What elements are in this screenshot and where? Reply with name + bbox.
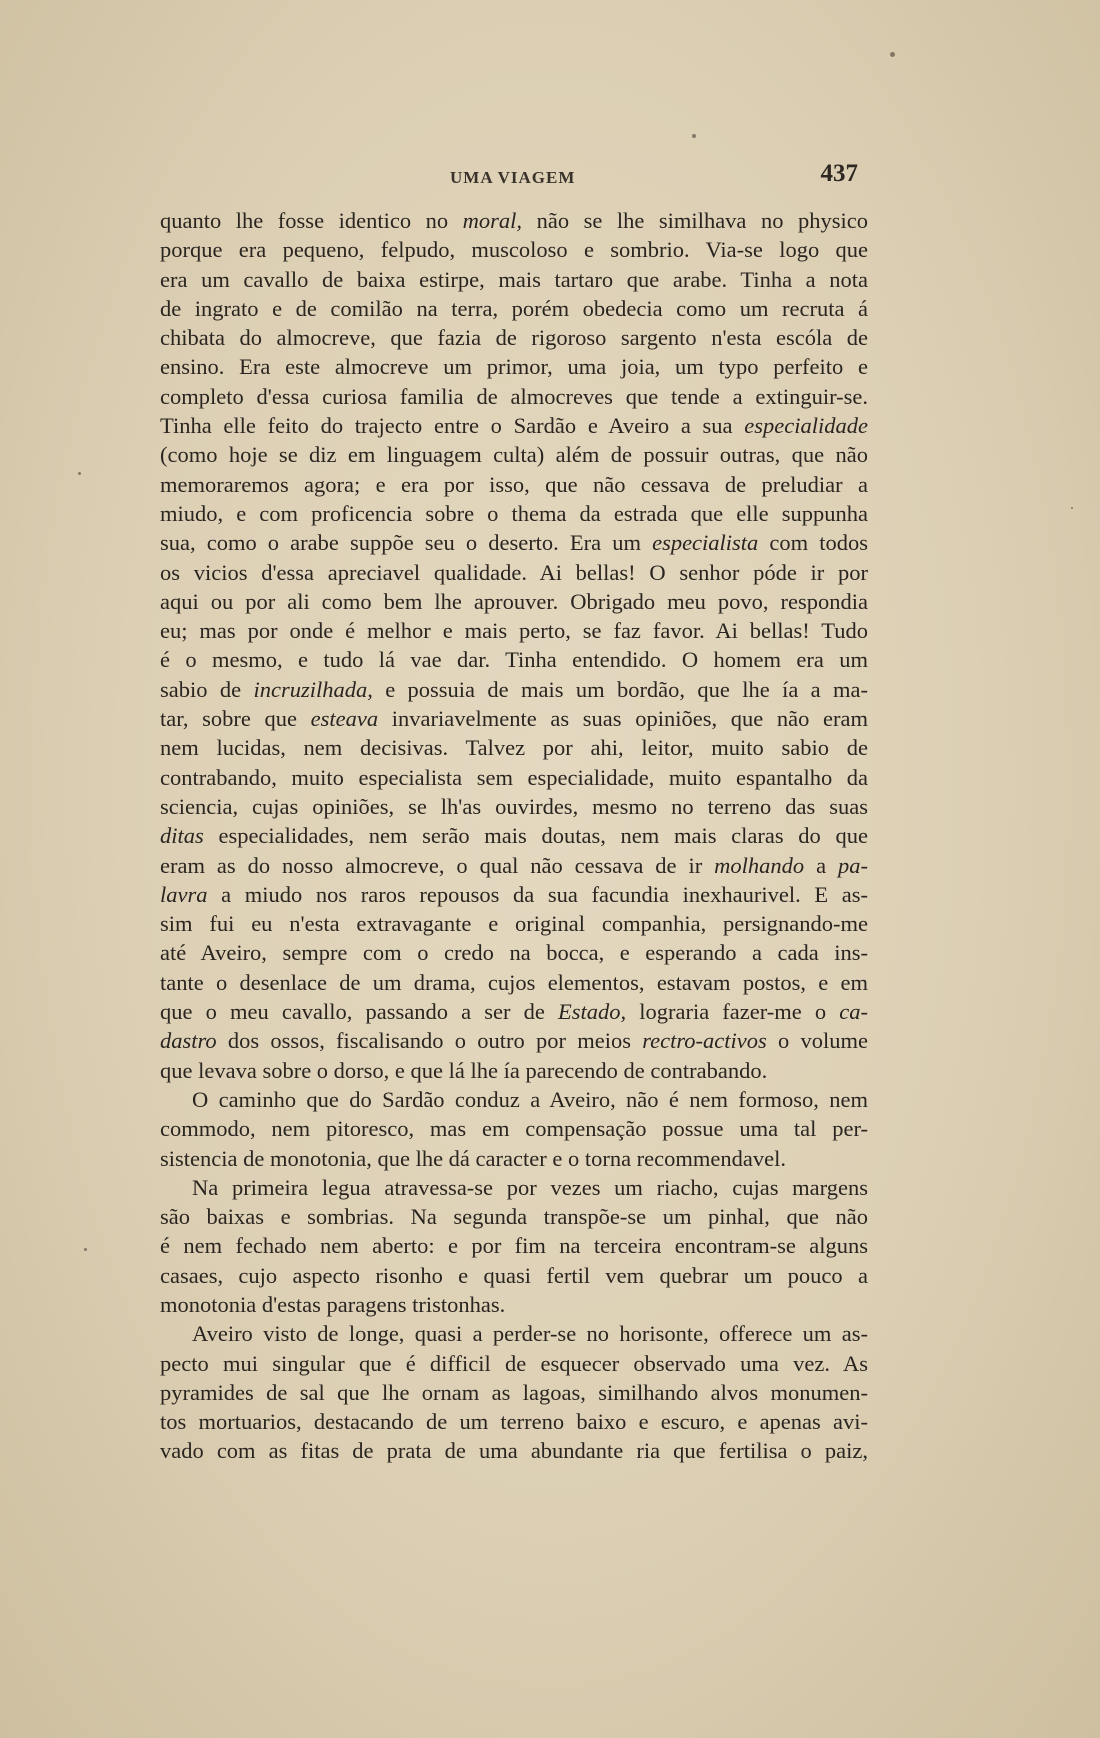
- italic-term: especialista: [652, 530, 759, 556]
- text-run: é o mesmo, e tudo lá vae dar. Tinha entendido. O homem era um: [160, 647, 868, 673]
- text-line: [160, 558, 868, 587]
- text-run: era um cavallo de baixa estirpe, mais tartaro que arabe. Tinha a nota: [160, 266, 868, 292]
- text-line: [160, 528, 868, 557]
- text-run: sua, como o arabe suppõe seu o deserto. Era um: [160, 530, 653, 556]
- text-line: [160, 1085, 868, 1114]
- text-line: [160, 294, 868, 323]
- text-run: contrabando, muito especialista sem especialidade, muito espantalho da: [160, 764, 868, 790]
- text-run: nem lucidas, nem decisivas. Talvez por ahi, leitor, muito sabio de: [160, 735, 868, 761]
- text-run: Na primeira legua atravessa-se por vezes um riacho, cujas margens: [192, 1174, 868, 1200]
- text-run: memoraremos agora; e era por isso, que não cessava de preludiar a: [160, 471, 868, 497]
- text-run: vado com as fitas de prata de uma abundante ria que fertilisa o paiz,: [160, 1438, 868, 1464]
- text-run: não se lhe similhava no physico: [522, 208, 868, 233]
- text-run: eram as do nosso almocreve, o qual não cessava de ir: [160, 852, 715, 878]
- text-run: miudo, e com proficencia sobre o thema da estrada que elle suppunha: [160, 500, 868, 526]
- text-run: ensino. Era este almocreve um primor, uma joia, um typo perfeito e: [160, 354, 868, 380]
- italic-term: dastro: [160, 1028, 217, 1054]
- paper-speck: [1071, 507, 1073, 509]
- text-run: commodo, nem pitoresco, mas em compensação possue uma tal per-: [160, 1116, 868, 1142]
- text-line: [160, 616, 868, 645]
- text-run: são baixas e sombrias. Na segunda transpõe-se um pinhal, que não: [160, 1204, 868, 1230]
- text-line: [160, 1173, 868, 1202]
- text-run: a miudo nos raros repousos da sua facundia inexhaurivel. E as-: [207, 881, 868, 907]
- text-run: (como hoje se diz em linguagem culta) além de possuir outras, que não: [160, 442, 868, 468]
- text-line: [160, 440, 868, 469]
- italic-term: pa-: [838, 852, 868, 878]
- text-line: [160, 997, 868, 1026]
- italic-term: ca-: [839, 999, 869, 1025]
- text-run: é nem fechado nem aberto: e por fim na terceira encontram-se alguns: [160, 1233, 868, 1259]
- text-line: [160, 499, 868, 528]
- text-line: [160, 1026, 868, 1055]
- text-line: [160, 352, 868, 381]
- text-line: [160, 1319, 868, 1348]
- text-run: lograria fazer-me o: [626, 999, 840, 1025]
- text-line: [160, 1261, 868, 1290]
- text-line: [160, 733, 868, 762]
- text-run: especialidades, nem serão mais doutas, nem mais claras do que: [203, 823, 868, 849]
- running-head: [160, 158, 860, 198]
- text-run: aqui ou por ali como bem lhe aprouver. Obrigado meu povo, respondia: [160, 588, 868, 614]
- text-line: [160, 763, 868, 792]
- text-run: que levava sobre o dorso, e que lá lhe ía parecendo de contrabando.: [160, 1057, 768, 1083]
- text-line: [160, 1349, 868, 1378]
- text-line: [160, 792, 868, 821]
- text-run: sabio de: [160, 676, 254, 702]
- text-run: monotonia d'estas paragens tristonhas.: [160, 1291, 506, 1317]
- text-run: sciencia, cujas opiniões, se lh'as ouvirdes, mesmo no terreno das suas: [160, 793, 868, 819]
- text-line: [160, 1056, 868, 1085]
- text-run: chibata do almocreve, que fazia de rigoroso sargento n'esta escóla de: [160, 325, 868, 351]
- text-run: quanto lhe fosse identico no: [160, 208, 463, 233]
- paper-speck: [84, 1248, 87, 1251]
- text-run: completo d'essa curiosa familia de almocreves que tende a extinguir-se.: [160, 383, 868, 409]
- text-run: tos mortuarios, destacando de um terreno baixo e escuro, e apenas avi-: [160, 1409, 868, 1435]
- italic-term: moral,: [462, 208, 523, 233]
- italic-term: molhando: [714, 852, 805, 878]
- text-line: [160, 470, 868, 499]
- text-run: tante o desenlace de um drama, cujos elementos, estavam postos, e em: [160, 969, 868, 995]
- text-line: [160, 938, 868, 967]
- italic-term: lavra: [160, 881, 208, 907]
- text-line: [160, 851, 868, 880]
- page-number: 437: [820, 160, 858, 187]
- italic-term: especialidade: [744, 413, 868, 439]
- text-line: [160, 382, 868, 411]
- text-run: dos ossos, fiscalisando o outro por meios: [216, 1028, 643, 1054]
- text-line: [160, 821, 868, 850]
- italic-term: ditas: [160, 823, 204, 849]
- text-line: [160, 909, 868, 938]
- text-run: O caminho que do Sardão conduz a Aveiro, não é nem formoso, nem: [192, 1086, 868, 1112]
- paper-speck: [890, 52, 895, 57]
- text-run: sim fui eu n'esta extravagante e original companhia, persignando-me: [160, 911, 868, 937]
- text-run: Tinha elle feito do trajecto entre o Sardão e Aveiro a sua: [160, 413, 745, 439]
- italic-term: Estado,: [557, 999, 627, 1025]
- text-line: [160, 1144, 868, 1173]
- text-line: [160, 675, 868, 704]
- text-line: [160, 1231, 868, 1260]
- italic-term: rectro-activos: [642, 1028, 767, 1054]
- italic-term: incruzilhada,: [253, 676, 373, 702]
- text-line: [160, 265, 868, 294]
- text-line: [160, 323, 868, 352]
- text-line: [160, 587, 868, 616]
- running-title: UMA VIAGEM: [450, 168, 576, 187]
- text-line: [160, 645, 868, 674]
- text-line: [160, 206, 868, 235]
- text-run: porque era pequeno, felpudo, muscoloso e sombrio. Via-se logo que: [160, 237, 868, 263]
- text-line: [160, 880, 868, 909]
- body-text: [160, 206, 868, 1466]
- paper-speck: [692, 134, 696, 138]
- text-run: sistencia de monotonia, que lhe dá caracter e o torna recommendavel.: [160, 1145, 786, 1171]
- text-line: [160, 235, 868, 264]
- text-run: e possuia de mais um bordão, que lhe ía a ma-: [372, 676, 868, 702]
- text-line: [160, 1202, 868, 1231]
- text-run: invariavelmente as suas opiniões, que não eram: [378, 706, 869, 732]
- text-line: [160, 1436, 868, 1465]
- text-run: o volume: [766, 1028, 868, 1054]
- text-run: os vicios d'essa apreciavel qualidade. Ai bellas! O senhor póde ir por: [160, 559, 868, 585]
- text-run: pecto mui singular que é difficil de esquecer observado uma vez. As: [160, 1350, 868, 1376]
- paper-speck: [78, 472, 81, 475]
- text-run: com todos: [758, 530, 868, 556]
- text-run: pyramides de sal que lhe ornam as lagoas, similhando alvos monumen-: [160, 1379, 868, 1405]
- text-run: a: [804, 852, 838, 878]
- text-line: [160, 411, 868, 440]
- text-run: de ingrato e de comilão na terra, porém obedecia como um recruta á: [160, 295, 868, 321]
- text-line: [160, 704, 868, 733]
- text-run: até Aveiro, sempre com o credo na bocca, e esperando a cada ins-: [160, 940, 868, 966]
- text-run: casaes, cujo aspecto risonho e quasi fertil vem quebrar um pouco a: [160, 1262, 868, 1288]
- text-line: [160, 968, 868, 997]
- text-line: [160, 1378, 868, 1407]
- text-run: tar, sobre que: [160, 706, 311, 732]
- text-line: [160, 1114, 868, 1143]
- text-run: que o meu cavallo, passando a ser de: [160, 999, 558, 1025]
- text-line: [160, 1290, 868, 1319]
- text-run: Aveiro visto de longe, quasi a perder-se no horisonte, offerece um as-: [192, 1321, 868, 1347]
- italic-term: esteava: [310, 706, 379, 732]
- text-run: eu; mas por onde é melhor e mais perto, se faz favor. Ai bellas! Tudo: [160, 618, 868, 644]
- text-line: [160, 1407, 868, 1436]
